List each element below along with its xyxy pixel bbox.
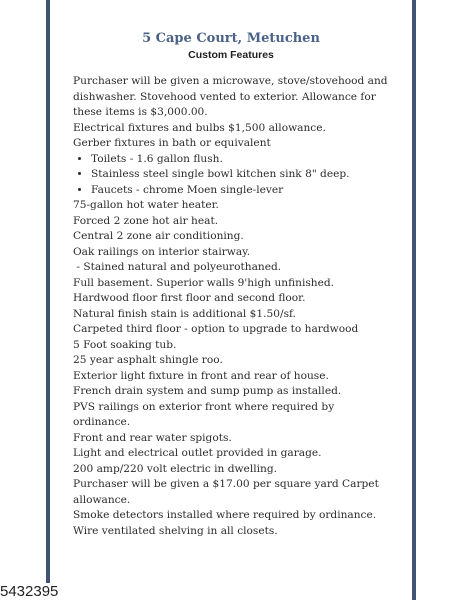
feature-line: 75-gallon hot water heater. [73,199,219,211]
feature-line: Carpeted third floor - option to upgrade to hardwood [73,323,359,335]
feature-line: Purchaser will be given a microwave, stove/stovehood and dishwasher. Stovehood vented to exterior. Allowance for these items is $3,000.00. [73,75,388,118]
feature-line: Full basement. Superior walls 9'high unfinished. [73,276,335,289]
feature-line: Smoke detectors installed where required by ordinance. [73,509,377,521]
document-page [46,0,416,600]
feature-line: - Stained natural and polyeurothaned. [73,261,282,273]
feature-line: 200 amp/220 volt electric in dwelling. [73,462,277,475]
feature-line: Oak railings on interior stairway. [73,245,251,258]
feature-line: Gerber fixtures in bath or equivalent [73,137,271,149]
feature-line: 5 Foot soaking tub. [73,338,177,351]
feature-line: Exterior light fixture in front and rear of house. [73,369,329,382]
feature-line: PVS railings on exterior front where required by ordinance. [73,400,335,428]
feature-line: Wire ventilated shelving in all closets. [73,524,278,537]
list-item: • Stainless steel single bowl kitchen sink 8" deep. [91,167,393,183]
feature-line: 25 year asphalt shingle roo. [73,354,223,366]
feature-line: Natural finish stain is additional $1.50/sf. [73,307,296,320]
feature-line: French drain system and sump pump as installed. [73,385,342,397]
list-item: • Toilets - 1.6 gallon flush. [91,152,393,168]
features-content [73,74,393,539]
feature-line: Hardwood floor first floor and second floor. [73,292,306,304]
feature-line: Front and rear water spigots. [73,431,232,444]
list-item: • Faucets - chrome Moen single-lever [91,183,393,199]
feature-line: Light and electrical outlet provided in garage. [73,447,322,459]
bath-fixtures-list [73,152,393,199]
feature-line: Electrical fixtures and bulbs $1,500 allowance. [73,121,326,134]
document-subtitle: Custom Features [188,49,274,61]
feature-line: Central 2 zone air conditioning. [73,230,244,242]
listing-id: 5432395 [0,583,59,600]
feature-line: Forced 2 zone hot air heat. [73,214,219,227]
document-title: 5 Cape Court, Metuchen [142,31,320,46]
feature-line: Purchaser will be given a $17.00 per square yard Carpet allowance. [73,478,379,506]
